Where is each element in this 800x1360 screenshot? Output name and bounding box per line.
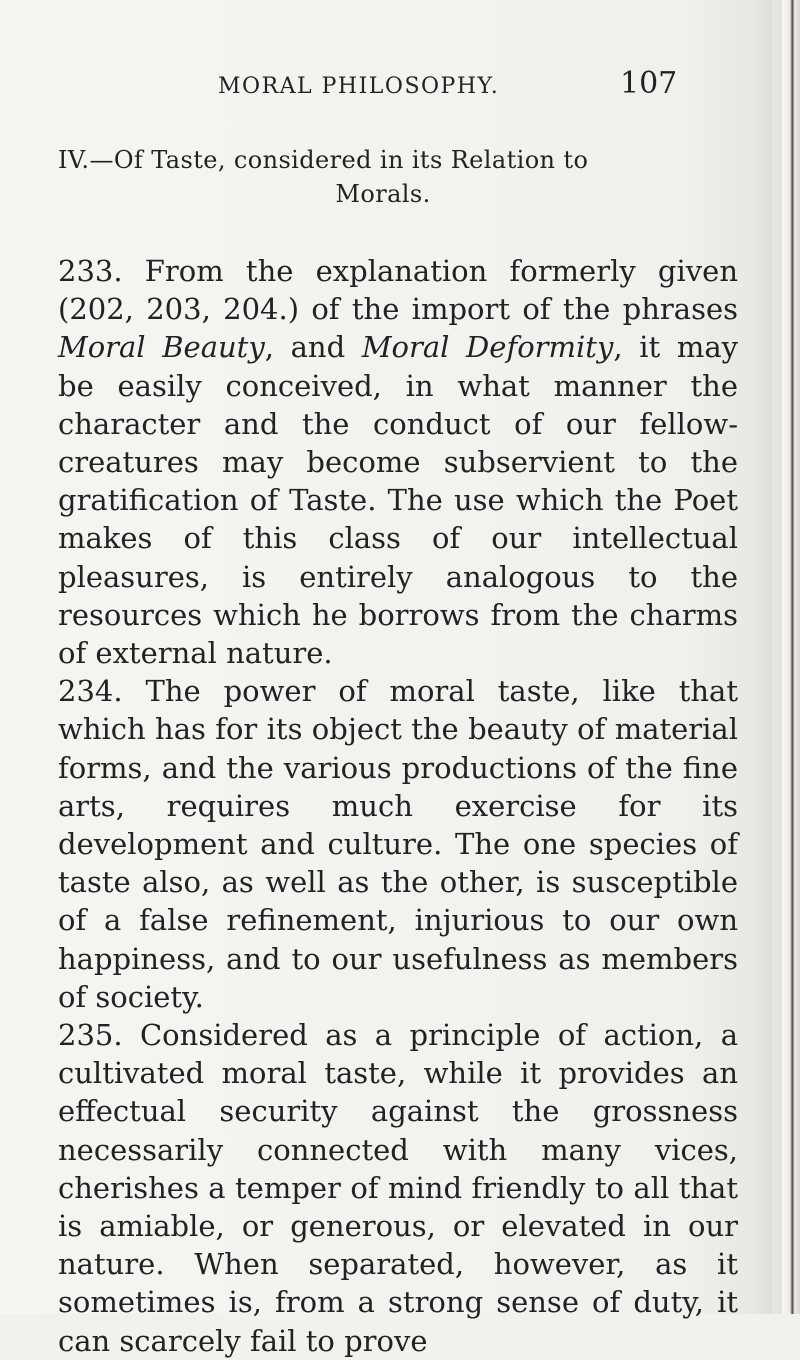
paragraph-235: 235. Considered as a principle of action, a cultivated moral taste, while it provides an effectual security against the grossness necessarily connected with many vices, cherishes a temper of mind friendly to all that is amiable, or generous, or elevated in our nature. When separated, however, as it sometimes is, from a strong sense of duty, it can scarcely fail to prove — [58, 1018, 738, 1358]
moral-beauty-phrase: Moral Beauty — [58, 330, 265, 365]
paragraph-233-text-c: , it may be easily conceived, in what manner the character and the conduct of our fellow-creatures may become subservient to the gratification of Taste. The use which the Poet makes of this class of our intellectual pleasures, is entirely analogous to the resources which he borrows from the charms of external nature. — [58, 330, 738, 671]
section-heading-line1: IV.—Of Taste, considered in its Relation to — [58, 146, 589, 174]
paragraph-233 — [58, 252, 738, 672]
page-number: 107 — [620, 66, 678, 101]
running-head: MORAL PHILOSOPHY. — [218, 74, 500, 99]
moral-deformity-phrase: Moral Deformity — [361, 330, 614, 365]
page-shadow — [750, 0, 772, 1314]
section-heading — [58, 146, 738, 208]
paragraph-233-text-a: 233. From the explanation formerly given (202, 203, 204.) of the import of the phrases — [58, 254, 738, 327]
page-edge — [782, 0, 800, 1314]
section-heading-line2: Morals. — [335, 180, 431, 208]
paragraph-234: 234. The power of moral taste, like that which has for its object the beauty of material forms, and the various productions of the fine arts, requires much exercise for its development and culture. The one species of taste also, as well as the other, is susceptible of a false refinement, injurious to our own happiness, and to our usefulness as members of society. — [58, 674, 738, 1014]
paragraph-233-text-b: , and — [264, 330, 362, 365]
body-text — [58, 252, 738, 1360]
